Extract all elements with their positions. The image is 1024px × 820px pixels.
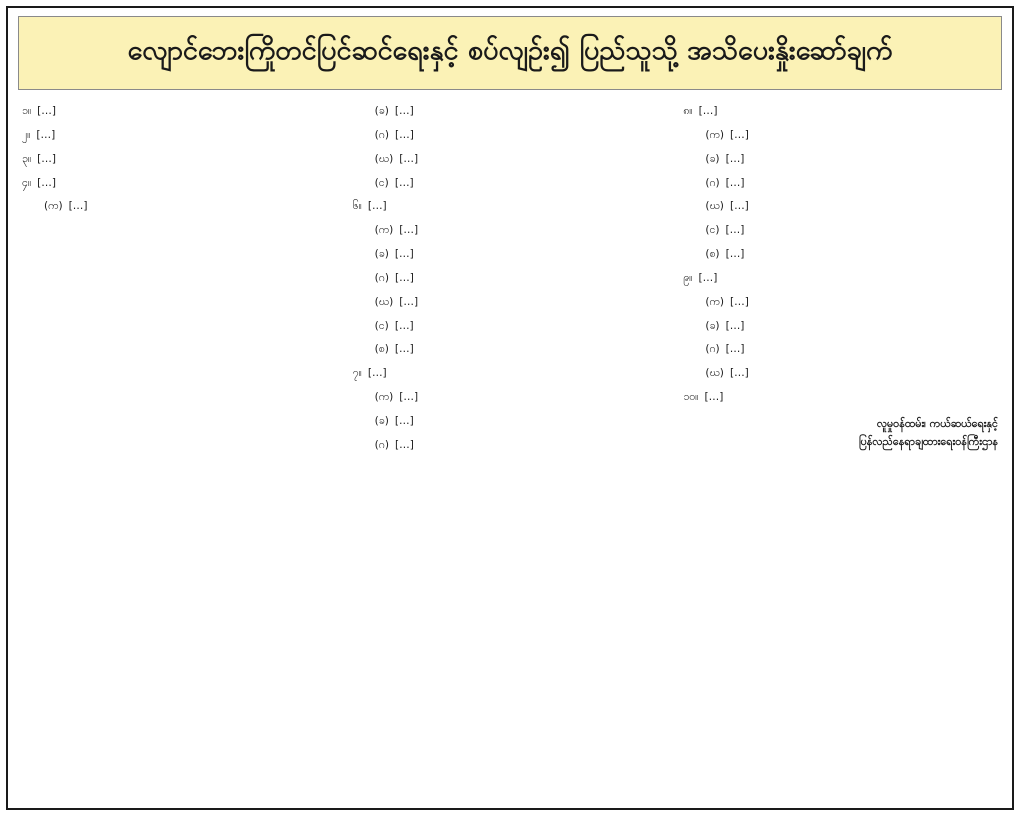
- item-number: (ခ): [705, 152, 720, 165]
- item-text: […]: [394, 343, 414, 356]
- item-text: […]: [698, 105, 718, 117]
- item-text: […]: [729, 295, 749, 308]
- column-3: [683, 102, 998, 800]
- item-number: (ဂ): [374, 438, 389, 451]
- notice-subitem: [353, 269, 668, 288]
- title-banner: [18, 16, 1002, 90]
- item-number: ၁၀။: [683, 391, 699, 404]
- item-text: […]: [399, 391, 419, 404]
- item-text: […]: [704, 391, 724, 404]
- notice-subitem: [353, 317, 668, 336]
- item-text: […]: [729, 128, 749, 141]
- item-number: (ဂ): [705, 343, 720, 356]
- item-text: […]: [394, 414, 414, 427]
- item-text: […]: [729, 367, 749, 380]
- notice-paragraph: [22, 102, 337, 121]
- item-text: […]: [725, 152, 745, 165]
- notice-subitem: [353, 388, 668, 407]
- notice-subitem: [683, 174, 998, 193]
- notice-subitem: [683, 293, 998, 312]
- item-number: (င): [374, 176, 389, 189]
- column-2: [353, 102, 668, 800]
- ministry-signature: [683, 415, 998, 452]
- notice-paragraph: [683, 102, 998, 121]
- item-number: (င): [705, 224, 720, 237]
- item-number: ၁။: [22, 105, 32, 117]
- item-text: […]: [399, 224, 419, 237]
- notice-subitem: [353, 174, 668, 193]
- item-number: (က): [374, 391, 394, 404]
- notice-paragraph: [683, 388, 998, 407]
- notice-title: လျောင်ဘေးကြိုတင်ပြင်ဆင်ရေးနှင့် စပ်လျဉ်း၍ ပြည်သူသို့ အသိပေးနှိုးဆော်ချက်: [127, 35, 893, 66]
- item-number: (ဂ): [374, 271, 389, 284]
- item-text: […]: [725, 343, 745, 356]
- item-text: […]: [367, 367, 387, 380]
- notice-paragraph: [683, 269, 998, 288]
- item-number: (င): [374, 319, 389, 332]
- item-text: […]: [367, 200, 387, 213]
- item-number: (ခ): [374, 248, 389, 261]
- item-number: ၄။: [22, 176, 32, 189]
- item-number: (ဃ): [705, 200, 724, 213]
- item-text: […]: [394, 176, 414, 189]
- item-number: (ဃ): [705, 367, 724, 380]
- notice-subitem: [353, 126, 668, 145]
- item-text: […]: [394, 128, 414, 141]
- item-text: […]: [729, 200, 749, 213]
- item-text: […]: [725, 319, 745, 332]
- item-number: ၃။: [22, 152, 32, 165]
- item-number: (က): [705, 295, 724, 308]
- item-number: (ဃ): [374, 152, 394, 165]
- item-number: ၇။: [352, 367, 362, 380]
- notice-subitem: [683, 126, 998, 145]
- item-text: […]: [394, 438, 414, 451]
- notice-paragraph: [22, 126, 337, 145]
- notice-frame: [6, 6, 1014, 810]
- notice-paragraph: [353, 197, 668, 216]
- notice-subitem: [353, 150, 668, 169]
- notice-subitem: [22, 197, 337, 216]
- signature-line1: လူမှုဝန်ထမ်း၊ ကယ်ဆယ်ရေးနှင့်: [876, 416, 998, 430]
- item-text: […]: [725, 224, 745, 237]
- item-number: (ခ): [705, 319, 720, 332]
- item-text: […]: [725, 248, 745, 261]
- item-number: (က): [705, 128, 724, 141]
- item-number: (က): [44, 200, 63, 213]
- item-number: (စ): [705, 248, 720, 261]
- notice-body: [22, 102, 998, 800]
- item-number: (ဂ): [705, 176, 720, 189]
- item-text: […]: [68, 200, 88, 213]
- item-text: […]: [394, 271, 414, 284]
- item-number: (ခ): [374, 414, 389, 427]
- item-number: ၈။: [683, 105, 693, 117]
- item-text: […]: [394, 319, 414, 332]
- notice-paragraph: [353, 364, 668, 383]
- notice-subitem: [353, 293, 668, 312]
- item-number: (ဂ): [374, 128, 389, 141]
- notice-subitem: [683, 317, 998, 336]
- item-text: […]: [37, 152, 57, 165]
- signature-line2: ပြန်လည်နေရာချထားရေးဝန်ကြီးဌာန: [858, 435, 998, 449]
- item-number: (ဃ): [374, 295, 394, 308]
- notice-subitem: [353, 412, 668, 431]
- notice-subitem: [353, 340, 668, 359]
- item-text: […]: [37, 105, 57, 117]
- item-text: […]: [725, 176, 745, 189]
- item-text: […]: [394, 248, 414, 261]
- notice-subitem: [683, 197, 998, 216]
- item-number: (စ): [374, 343, 389, 356]
- item-text: […]: [698, 271, 718, 284]
- item-text: […]: [36, 128, 56, 141]
- item-text: […]: [37, 176, 57, 189]
- notice-subitem: [683, 221, 998, 240]
- notice-paragraph: [22, 174, 337, 193]
- item-number: ၉။: [683, 271, 693, 284]
- notice-subitem: [683, 364, 998, 383]
- item-number: ၆။: [352, 200, 362, 213]
- item-number: ၂။: [22, 128, 31, 141]
- notice-subitem: [683, 340, 998, 359]
- column-1: [22, 102, 337, 800]
- item-text: […]: [394, 105, 414, 117]
- notice-subitem: [353, 245, 668, 264]
- notice-subitem: [683, 150, 998, 169]
- notice-subitem: [683, 245, 998, 264]
- item-number: (က): [374, 224, 394, 237]
- notice-subitem: [353, 102, 668, 121]
- item-number: (ခ): [374, 105, 389, 117]
- notice-subitem: [353, 221, 668, 240]
- notice-subitem: [353, 436, 668, 455]
- item-text: […]: [399, 152, 419, 165]
- notice-paragraph: [22, 150, 337, 169]
- item-text: […]: [399, 295, 419, 308]
